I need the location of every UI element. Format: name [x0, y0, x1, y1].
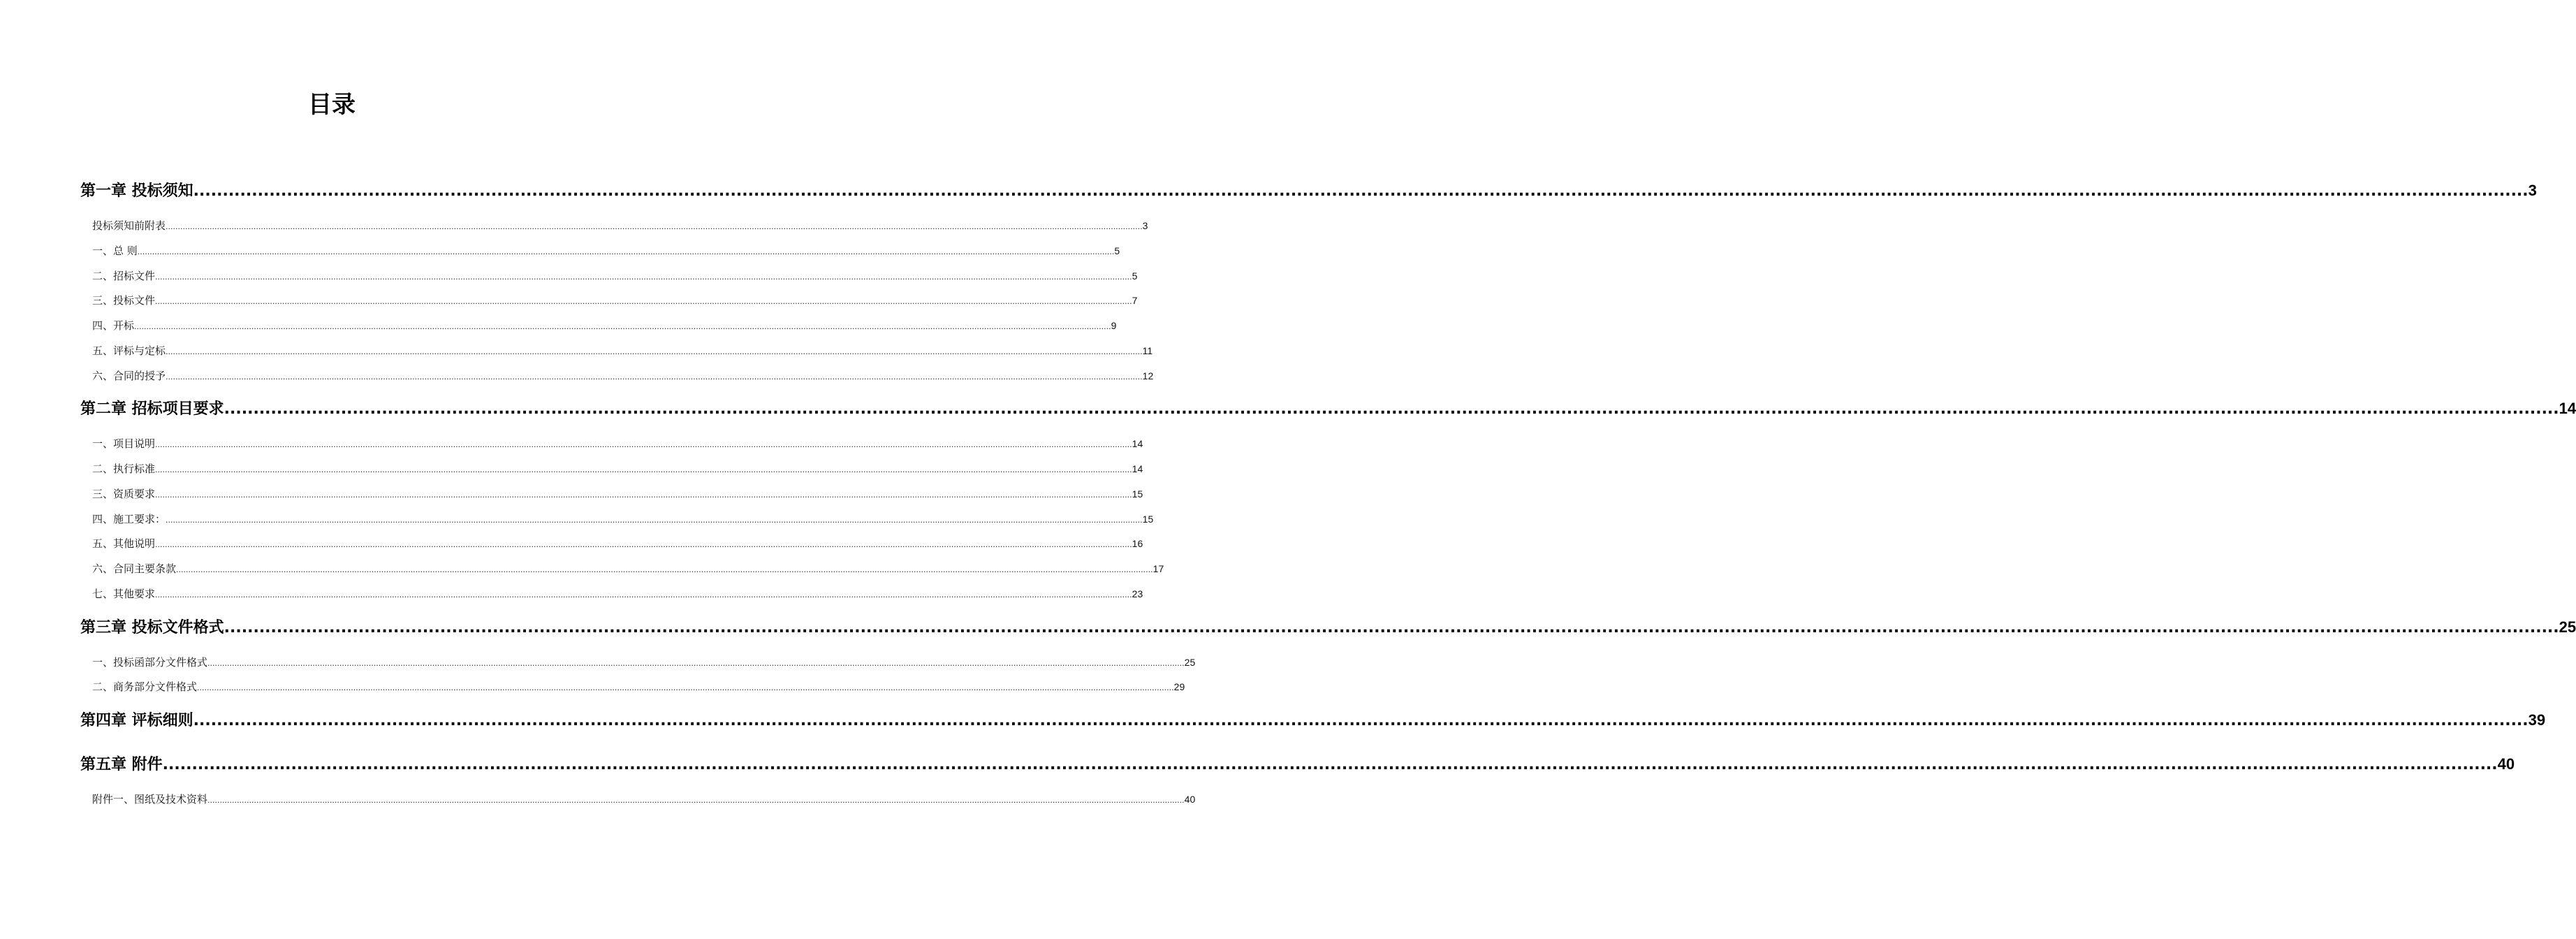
- toc-page-number: 12: [1142, 370, 1154, 381]
- toc-chapter-1[interactable]: [80, 180, 2537, 202]
- dot-leader: ................................................................................................................................................................................................................................................................................................................................................................................................................: [166, 516, 1143, 525]
- toc-entry-label: 附件一、图纸及技术资料: [92, 793, 208, 806]
- toc-entry-label: 三、资质要求: [92, 488, 156, 500]
- dot-leader: ................................................................................................................................................................................................................................................................................................................................................................................................................: [162, 756, 2498, 773]
- toc-entry-label: 第一章 投标须知: [80, 182, 193, 200]
- toc-entry-label: 三、投标文件: [92, 294, 156, 307]
- toc-section[interactable]: [92, 486, 1143, 503]
- toc-entry-label: 二、商务部分文件格式: [92, 680, 198, 693]
- dot-leader: ................................................................................................................................................................................................................................................................................................................................................................................................................: [193, 182, 2529, 200]
- toc-entry-label: 一、投标函部分文件格式: [92, 656, 208, 669]
- toc-page-number: 9: [1111, 320, 1117, 331]
- toc-page-number: 11: [1142, 345, 1153, 356]
- toc-page-number: 15: [1142, 514, 1154, 525]
- toc-entry-label: 五、评标与定标: [92, 344, 166, 357]
- toc-page-number: 25: [2559, 618, 2576, 636]
- toc-section[interactable]: [92, 293, 1138, 310]
- dot-leader: ................................................................................................................................................................................................................................................................................................................................................................................................................: [155, 590, 1132, 599]
- dot-leader: ................................................................................................................................................................................................................................................................................................................................................................................................................: [155, 272, 1132, 282]
- toc-section[interactable]: [92, 679, 1185, 696]
- toc-page-number: 14: [2559, 400, 2576, 417]
- toc-chapter-4[interactable]: [80, 710, 2546, 731]
- toc-chapter-2[interactable]: [80, 398, 2576, 420]
- dot-leader: ................................................................................................................................................................................................................................................................................................................................................................................................................: [193, 712, 2529, 729]
- toc-entry-label: 六、合同的授予: [92, 370, 166, 382]
- dot-leader: ................................................................................................................................................................................................................................................................................................................................................................................................................: [207, 659, 1185, 668]
- toc-section[interactable]: [92, 461, 1143, 478]
- toc-page-number: 17: [1152, 563, 1164, 574]
- dot-leader: ................................................................................................................................................................................................................................................................................................................................................................................................................: [155, 440, 1132, 449]
- toc-section[interactable]: [92, 586, 1143, 603]
- toc-section[interactable]: [92, 243, 1120, 260]
- toc-section[interactable]: [92, 343, 1153, 360]
- toc-page-number: 40: [1184, 794, 1196, 805]
- dot-leader: ................................................................................................................................................................................................................................................................................................................................................................................................................: [155, 490, 1132, 500]
- dot-leader: ................................................................................................................................................................................................................................................................................................................................................................................................................: [224, 400, 2559, 418]
- toc-page-number: 3: [2528, 182, 2537, 199]
- toc-entry-label: 四、施工要求：: [92, 513, 166, 525]
- toc-section[interactable]: [92, 268, 1138, 285]
- toc-section[interactable]: [92, 318, 1117, 335]
- toc-section[interactable]: [92, 368, 1154, 385]
- toc-entry-label: 第四章 评标细则: [80, 712, 193, 729]
- dot-leader: ................................................................................................................................................................................................................................................................................................................................................................................................................: [166, 347, 1143, 356]
- toc-entry-label: 第三章 投标文件格式: [80, 619, 224, 636]
- toc-entry-label: 一、项目说明: [92, 437, 156, 450]
- dot-leader: ................................................................................................................................................................................................................................................................................................................................................................................................................: [155, 540, 1132, 549]
- toc-section[interactable]: [92, 561, 1164, 578]
- toc-page-number: 39: [2528, 711, 2546, 729]
- toc-title: 目录: [308, 91, 356, 119]
- dot-leader: ................................................................................................................................................................................................................................................................................................................................................................................................................: [166, 222, 1143, 231]
- toc-page-number: 14: [1132, 463, 1143, 474]
- toc-page-number: 15: [1132, 488, 1143, 500]
- toc-entry-label: 第二章 招标项目要求: [80, 400, 224, 418]
- toc-page-number: 23: [1132, 588, 1143, 599]
- dot-leader: ................................................................................................................................................................................................................................................................................................................................................................................................................: [176, 565, 1153, 574]
- dot-leader: ................................................................................................................................................................................................................................................................................................................................................................................................................: [155, 465, 1132, 474]
- toc-chapter-5[interactable]: [80, 754, 2515, 776]
- toc-entry-label: 一、总 则: [92, 245, 138, 257]
- toc-entry-label: 二、招标文件: [92, 270, 156, 282]
- toc-page-number: 5: [1114, 245, 1120, 256]
- dot-leader: ................................................................................................................................................................................................................................................................................................................................................................................................................: [166, 372, 1143, 381]
- toc-page-number: 25: [1184, 657, 1196, 668]
- toc-entry-label: 二、执行标准: [92, 463, 156, 475]
- toc-page-number: 16: [1132, 538, 1143, 549]
- toc-entry-label: 投标须知前附表: [92, 219, 166, 232]
- dot-leader: ................................................................................................................................................................................................................................................................................................................................................................................................................: [134, 322, 1111, 331]
- toc-entry-label: 六、合同主要条款: [92, 562, 177, 575]
- dot-leader: ................................................................................................................................................................................................................................................................................................................................................................................................................: [224, 619, 2559, 636]
- toc-section[interactable]: [92, 511, 1154, 528]
- toc-entry-label: 四、开标: [92, 319, 135, 332]
- dot-leader: ................................................................................................................................................................................................................................................................................................................................................................................................................: [137, 247, 1115, 256]
- toc-section[interactable]: [92, 792, 1196, 808]
- toc-entry-label: 七、其他要求: [92, 588, 156, 600]
- toc-page-number: 14: [1132, 438, 1143, 449]
- toc-chapter-3[interactable]: [80, 617, 2576, 639]
- toc-section[interactable]: [92, 436, 1143, 453]
- dot-leader: ................................................................................................................................................................................................................................................................................................................................................................................................................: [207, 796, 1185, 805]
- toc-page-number: 29: [1173, 681, 1185, 692]
- toc-page-number: 7: [1132, 295, 1138, 306]
- toc-section[interactable]: [92, 536, 1143, 553]
- toc-page-number: 3: [1142, 220, 1148, 231]
- toc-section[interactable]: [92, 655, 1196, 671]
- toc-page-number: 40: [2497, 755, 2515, 773]
- toc-entry-label: 第五章 附件: [80, 756, 163, 773]
- dot-leader: ................................................................................................................................................................................................................................................................................................................................................................................................................: [197, 683, 1174, 692]
- toc-section[interactable]: [92, 218, 1148, 235]
- dot-leader: ................................................................................................................................................................................................................................................................................................................................................................................................................: [155, 297, 1132, 306]
- toc-entry-label: 五、其他说明: [92, 537, 156, 550]
- toc-page-number: 5: [1132, 270, 1138, 282]
